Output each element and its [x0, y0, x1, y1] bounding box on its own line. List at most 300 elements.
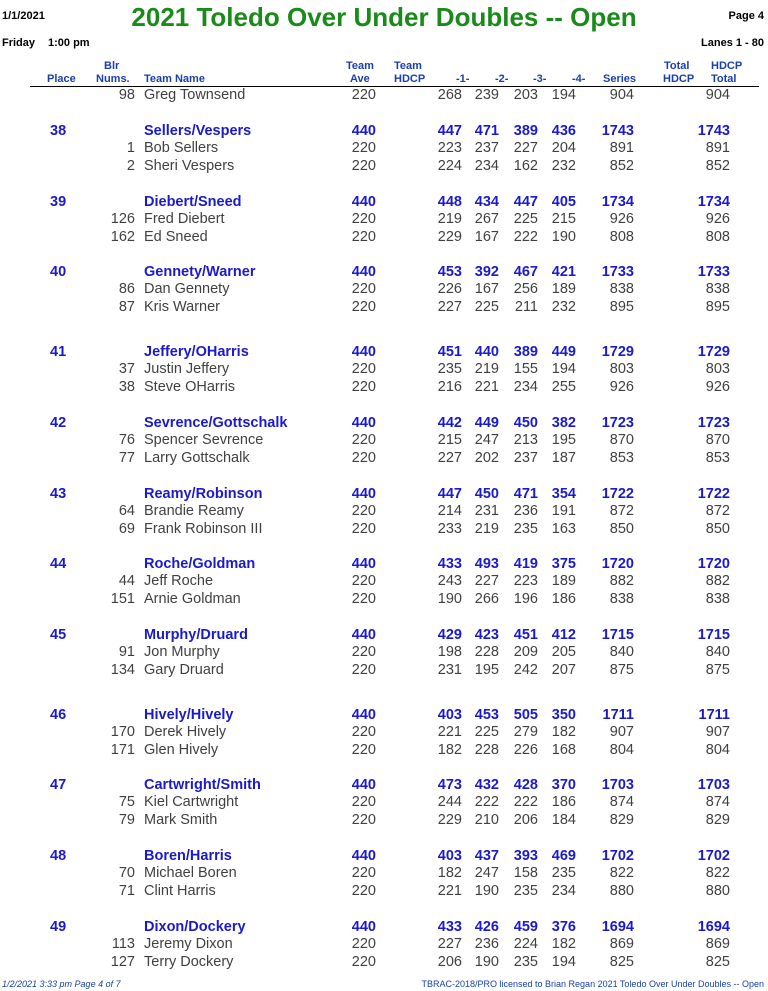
game-2-score: 195	[474, 662, 499, 678]
team-game-2-score: 432	[474, 777, 499, 793]
bowler-series: 872	[609, 503, 634, 519]
bowler-row	[0, 591, 768, 609]
game-3-score: 196	[513, 591, 538, 607]
team-game-3-score: 393	[513, 848, 538, 864]
team-series: 1715	[601, 627, 634, 643]
col-hdcp: HDCP	[394, 73, 426, 85]
game-2-score: 202	[474, 450, 499, 466]
game-3-score: 236	[513, 503, 538, 519]
bowler-hdcp-total: 926	[705, 211, 730, 227]
bowler-average: 220	[351, 724, 376, 740]
bowler-row	[0, 812, 768, 830]
bowler-name: Clint Harris	[144, 883, 216, 899]
game-4-score: 235	[551, 865, 576, 881]
bowler-number: 134	[110, 662, 135, 678]
team-series: 1694	[601, 919, 634, 935]
bowler-number: 151	[110, 591, 135, 607]
bowler-row	[0, 87, 768, 105]
col-team-name: Team Name	[144, 73, 205, 85]
bowler-row	[0, 211, 768, 229]
bowler-series: 808	[609, 229, 634, 245]
game-2-score: 210	[474, 812, 499, 828]
team-average: 440	[351, 344, 376, 360]
col-team: Team	[346, 60, 374, 72]
team-place: 47	[50, 777, 67, 793]
team-place: 39	[50, 194, 67, 210]
bowler-name: Terry Dockery	[144, 954, 234, 970]
game-1-score: 221	[437, 883, 462, 899]
bowler-hdcp-total: 840	[705, 644, 730, 660]
game-4-score: 191	[551, 503, 576, 519]
team-name: Gennety/Warner	[144, 264, 256, 280]
bowler-series: 882	[609, 573, 634, 589]
game-4-score: 182	[551, 936, 576, 952]
bowler-row	[0, 865, 768, 883]
bowler-hdcp-total: 926	[705, 379, 730, 395]
game-2-score: 190	[474, 883, 499, 899]
bowler-number: 38	[118, 379, 135, 395]
team-place: 42	[50, 415, 67, 431]
bowler-series: 840	[609, 644, 634, 660]
game-4-score: 190	[551, 229, 576, 245]
game-4-score: 215	[551, 211, 576, 227]
bowler-number: 170	[110, 724, 135, 740]
bowler-name: Steve OHarris	[144, 379, 236, 395]
squad-time: 1:00 pm	[48, 37, 90, 49]
game-3-score: 235	[513, 954, 538, 970]
bowler-hdcp-total: 808	[705, 229, 730, 245]
team-name: Jeffery/OHarris	[144, 344, 249, 360]
bowler-number: 162	[110, 229, 135, 245]
lanes-range: Lanes 1 - 80	[701, 37, 764, 49]
team-name: Dixon/Dockery	[144, 919, 246, 935]
team-game-2-score: 471	[474, 123, 499, 139]
col-series: Series	[603, 73, 637, 85]
bowler-hdcp-total: 872	[705, 503, 730, 519]
team-place: 38	[50, 123, 67, 139]
bowler-number: 1	[126, 140, 135, 156]
game-3-score: 256	[513, 281, 538, 297]
game-1-score: 216	[437, 379, 462, 395]
page-number: Page 4	[728, 10, 764, 22]
bowler-hdcp-total: 875	[705, 662, 730, 678]
team-game-2-score: 392	[474, 264, 499, 280]
bowler-average: 220	[351, 662, 376, 678]
game-2-score: 219	[474, 361, 499, 377]
bowler-name: Larry Gottschalk	[144, 450, 250, 466]
bowler-hdcp-total: 891	[705, 140, 730, 156]
game-4-score: 163	[551, 521, 576, 537]
bowler-name: Arnie Goldman	[144, 591, 241, 607]
game-4-score: 194	[551, 361, 576, 377]
bowler-hdcp-total: 822	[705, 865, 730, 881]
bowler-name: Ed Sneed	[144, 229, 208, 245]
col-ave: Ave	[350, 73, 370, 85]
bowler-name: Fred Diebert	[144, 211, 225, 227]
bowler-row	[0, 432, 768, 450]
game-3-score: 225	[513, 211, 538, 227]
game-3-score: 224	[513, 936, 538, 952]
bowler-hdcp-total: 850	[705, 521, 730, 537]
bowler-series: 870	[609, 432, 634, 448]
team-game-4-score: 350	[551, 707, 576, 723]
bowler-average: 220	[351, 865, 376, 881]
team-series: 1729	[601, 344, 634, 360]
game-3-score: 235	[513, 883, 538, 899]
bowler-row	[0, 954, 768, 972]
game-2-score: 219	[474, 521, 499, 537]
game-4-score: 255	[551, 379, 576, 395]
bowler-number: 76	[118, 432, 135, 448]
game-4-score: 186	[551, 591, 576, 607]
game-3-score: 237	[513, 450, 538, 466]
game-1-score: 182	[437, 742, 462, 758]
game-1-score: 224	[437, 158, 462, 174]
bowler-number: 98	[118, 87, 135, 103]
game-1-score: 214	[437, 503, 462, 519]
bowler-series: 852	[609, 158, 634, 174]
team-game-4-score: 436	[551, 123, 576, 139]
bowler-hdcp-total: 853	[705, 450, 730, 466]
team-place: 40	[50, 264, 67, 280]
team-name: Sellers/Vespers	[144, 123, 252, 139]
team-series: 1711	[602, 707, 634, 723]
game-4-score: 207	[551, 662, 576, 678]
team-average: 440	[351, 123, 376, 139]
team-game-1-score: 429	[437, 627, 462, 643]
team-hdcp-total: 1722	[697, 486, 730, 502]
team-row	[0, 194, 768, 212]
game-3-score: 222	[513, 229, 538, 245]
bowler-name: Bob Sellers	[144, 140, 219, 156]
team-hdcp-total: 1711	[698, 707, 730, 723]
bowler-number: 127	[110, 954, 135, 970]
bowler-name: Mark Smith	[144, 812, 218, 828]
team-hdcp-total: 1703	[697, 777, 730, 793]
team-game-1-score: 433	[437, 919, 462, 935]
game-1-score: 223	[437, 140, 462, 156]
col-blr: Blr	[104, 60, 120, 72]
team-game-4-score: 405	[551, 194, 576, 210]
bowler-average: 220	[351, 794, 376, 810]
col-game-2: -2-	[495, 73, 509, 85]
team-game-3-score: 467	[513, 264, 538, 280]
bowler-average: 220	[351, 450, 376, 466]
bowler-row	[0, 158, 768, 176]
team-row	[0, 264, 768, 282]
team-game-3-score: 389	[513, 344, 538, 360]
bowler-series: 853	[609, 450, 634, 466]
game-1-score: 206	[437, 954, 462, 970]
game-2-score: 221	[474, 379, 499, 395]
team-place: 49	[50, 919, 67, 935]
team-hdcp-total: 1715	[697, 627, 730, 643]
bowler-row	[0, 662, 768, 680]
team-game-1-score: 451	[437, 344, 462, 360]
game-2-score: 222	[474, 794, 499, 810]
bowler-number: 91	[118, 644, 135, 660]
team-name: Diebert/Sneed	[144, 194, 242, 210]
team-series: 1703	[601, 777, 634, 793]
game-4-score: 168	[551, 742, 576, 758]
team-row	[0, 777, 768, 795]
game-2-score: 266	[474, 591, 499, 607]
bowler-number: 44	[118, 573, 135, 589]
bowler-number: 64	[118, 503, 135, 519]
bowler-hdcp-total: 907	[705, 724, 730, 740]
team-name: Sevrence/Gottschalk	[144, 415, 288, 431]
team-series: 1733	[601, 264, 634, 280]
team-game-3-score: 389	[513, 123, 538, 139]
bowler-row	[0, 229, 768, 247]
bowler-row	[0, 883, 768, 901]
game-3-score: 206	[513, 812, 538, 828]
team-row	[0, 344, 768, 362]
team-game-1-score: 448	[437, 194, 462, 210]
bowler-series: 875	[609, 662, 634, 678]
col-place: Place	[47, 73, 76, 85]
team-place: 44	[50, 556, 67, 572]
team-hdcp-total: 1720	[697, 556, 730, 572]
report-date: 1/1/2021	[2, 10, 45, 22]
game-1-score: 198	[437, 644, 462, 660]
bowler-name: Jeremy Dixon	[144, 936, 233, 952]
bowler-average: 220	[351, 379, 376, 395]
game-3-score: 234	[513, 379, 538, 395]
team-name: Hively/Hively	[144, 707, 234, 723]
team-name: Reamy/Robinson	[144, 486, 263, 502]
bowler-name: Brandie Reamy	[144, 503, 244, 519]
bowler-average: 220	[351, 591, 376, 607]
game-3-score: 155	[513, 361, 538, 377]
team-row	[0, 707, 768, 725]
bowler-name: Derek Hively	[144, 724, 227, 740]
game-1-score: 268	[437, 87, 462, 103]
footer-license: TBRAC-2018/PRO licensed to Brian Regan 2021 Toledo Over Under Doubles -- Open	[421, 979, 764, 989]
team-game-4-score: 376	[551, 919, 576, 935]
game-1-score: 235	[437, 361, 462, 377]
game-1-score: 190	[437, 591, 462, 607]
team-average: 440	[351, 415, 376, 431]
bowler-average: 220	[351, 229, 376, 245]
bowler-number: 79	[118, 812, 135, 828]
col-total: Total	[664, 60, 690, 72]
team-game-4-score: 449	[551, 344, 576, 360]
game-2-score: 236	[474, 936, 499, 952]
bowler-number: 70	[118, 865, 135, 881]
bowler-hdcp-total: 880	[705, 883, 730, 899]
bowler-hdcp-total: 852	[705, 158, 730, 174]
team-game-2-score: 440	[474, 344, 499, 360]
team-game-3-score: 419	[513, 556, 538, 572]
team-average: 440	[351, 194, 376, 210]
team-average: 440	[351, 486, 376, 502]
team-row	[0, 556, 768, 574]
bowler-average: 220	[351, 432, 376, 448]
bowler-series: 869	[609, 936, 634, 952]
bowler-hdcp-total: 804	[705, 742, 730, 758]
game-3-score: 226	[513, 742, 538, 758]
team-name: Roche/Goldman	[144, 556, 256, 572]
team-game-3-score: 459	[513, 919, 538, 935]
bowler-hdcp-total: 803	[705, 361, 730, 377]
bowler-hdcp-total: 895	[705, 299, 730, 315]
team-row	[0, 123, 768, 141]
bowler-series: 880	[609, 883, 634, 899]
squad-day: Friday	[2, 37, 36, 49]
bowler-number: 71	[118, 883, 135, 899]
team-game-2-score: 453	[474, 707, 499, 723]
team-hdcp-total: 1729	[697, 344, 730, 360]
col-team-2: Team	[394, 60, 422, 72]
col-game-1: -1-	[456, 73, 470, 85]
team-hdcp-total: 1734	[697, 194, 730, 210]
game-1-score: 227	[437, 936, 462, 952]
bowler-hdcp-total: 882	[705, 573, 730, 589]
bowler-row	[0, 281, 768, 299]
team-game-1-score: 447	[437, 486, 462, 502]
team-average: 440	[351, 848, 376, 864]
bowler-name: Jon Murphy	[144, 644, 220, 660]
team-series: 1702	[601, 848, 634, 864]
bowler-number: 113	[111, 936, 135, 952]
game-1-score: 219	[437, 211, 462, 227]
team-game-2-score: 426	[474, 919, 499, 935]
team-average: 440	[351, 264, 376, 280]
team-hdcp-total: 1702	[697, 848, 730, 864]
team-row	[0, 627, 768, 645]
game-4-score: 186	[551, 794, 576, 810]
game-1-score: 215	[437, 432, 462, 448]
game-4-score: 232	[551, 158, 576, 174]
bowler-series: 895	[609, 299, 634, 315]
bowler-hdcp-total: 904	[705, 87, 730, 103]
bowler-average: 220	[351, 158, 376, 174]
team-series: 1734	[601, 194, 634, 210]
bowler-hdcp-total: 838	[705, 281, 730, 297]
game-2-score: 167	[474, 229, 499, 245]
bowler-series: 891	[609, 140, 634, 156]
bowler-row	[0, 724, 768, 742]
bowler-number: 69	[118, 521, 135, 537]
game-4-score: 194	[551, 87, 576, 103]
team-name: Cartwright/Smith	[144, 777, 261, 793]
game-4-score: 187	[551, 450, 576, 466]
bowler-series: 825	[609, 954, 634, 970]
team-series: 1743	[601, 123, 634, 139]
bowler-name: Greg Townsend	[144, 87, 246, 103]
bowler-row	[0, 742, 768, 760]
team-game-2-score: 450	[474, 486, 499, 502]
team-game-2-score: 437	[474, 848, 499, 864]
game-2-score: 225	[474, 724, 499, 740]
game-4-score: 184	[551, 812, 576, 828]
col-game-4: -4-	[572, 73, 586, 85]
game-3-score: 242	[513, 662, 538, 678]
game-1-score: 226	[437, 281, 462, 297]
team-game-1-score: 433	[437, 556, 462, 572]
bowler-name: Kiel Cartwright	[144, 794, 239, 810]
bowler-average: 220	[351, 742, 376, 758]
team-series: 1723	[601, 415, 634, 431]
game-4-score: 189	[551, 281, 576, 297]
game-2-score: 231	[474, 503, 499, 519]
bowler-row	[0, 379, 768, 397]
bowler-average: 220	[351, 299, 376, 315]
bowler-row	[0, 450, 768, 468]
bowler-row	[0, 936, 768, 954]
game-3-score: 227	[513, 140, 538, 156]
bowler-series: 874	[609, 794, 634, 810]
bowler-hdcp-total: 825	[705, 954, 730, 970]
game-4-score: 205	[551, 644, 576, 660]
bowler-number: 77	[118, 450, 135, 466]
bowler-average: 220	[351, 281, 376, 297]
game-2-score: 267	[474, 211, 499, 227]
bowler-name: Justin Jeffery	[144, 361, 230, 377]
bowler-series: 907	[609, 724, 634, 740]
team-place: 41	[50, 344, 67, 360]
team-hdcp-total: 1733	[697, 264, 730, 280]
team-game-4-score: 412	[551, 627, 576, 643]
team-game-2-score: 493	[474, 556, 499, 572]
game-1-score: 229	[437, 812, 462, 828]
team-game-1-score: 453	[437, 264, 462, 280]
bowler-number: 126	[110, 211, 135, 227]
bowler-number: 87	[118, 299, 135, 315]
game-3-score: 213	[513, 432, 538, 448]
bowler-name: Gary Druard	[144, 662, 224, 678]
team-game-3-score: 471	[513, 486, 538, 502]
col-hdcp-total: Total	[711, 73, 737, 85]
game-4-score: 182	[551, 724, 576, 740]
bowler-series: 822	[609, 865, 634, 881]
team-average: 440	[351, 707, 376, 723]
bowler-hdcp-total: 838	[705, 591, 730, 607]
game-3-score: 158	[513, 865, 538, 881]
game-1-score: 229	[437, 229, 462, 245]
col-total-hdcp: HDCP	[663, 73, 695, 85]
bowler-average: 220	[351, 812, 376, 828]
game-1-score: 243	[437, 573, 462, 589]
team-game-1-score: 473	[437, 777, 462, 793]
bowler-name: Michael Boren	[144, 865, 237, 881]
bowler-row	[0, 521, 768, 539]
team-game-4-score: 421	[551, 264, 576, 280]
game-4-score: 195	[551, 432, 576, 448]
game-1-score: 221	[437, 724, 462, 740]
game-4-score: 189	[551, 573, 576, 589]
game-3-score: 211	[514, 299, 538, 315]
bowler-name: Kris Warner	[144, 299, 220, 315]
team-game-1-score: 442	[437, 415, 462, 431]
bowler-average: 220	[351, 361, 376, 377]
bowler-average: 220	[351, 954, 376, 970]
bowler-name: Glen Hively	[144, 742, 219, 758]
team-series: 1720	[601, 556, 634, 572]
bowler-series: 926	[609, 211, 634, 227]
team-row	[0, 486, 768, 504]
game-1-score: 244	[437, 794, 462, 810]
bowler-row	[0, 299, 768, 317]
bowler-hdcp-total: 870	[705, 432, 730, 448]
game-3-score: 209	[513, 644, 538, 660]
team-series: 1722	[601, 486, 634, 502]
game-1-score: 227	[437, 450, 462, 466]
bowler-series: 904	[609, 87, 634, 103]
team-game-2-score: 449	[474, 415, 499, 431]
bowler-number: 2	[126, 158, 135, 174]
